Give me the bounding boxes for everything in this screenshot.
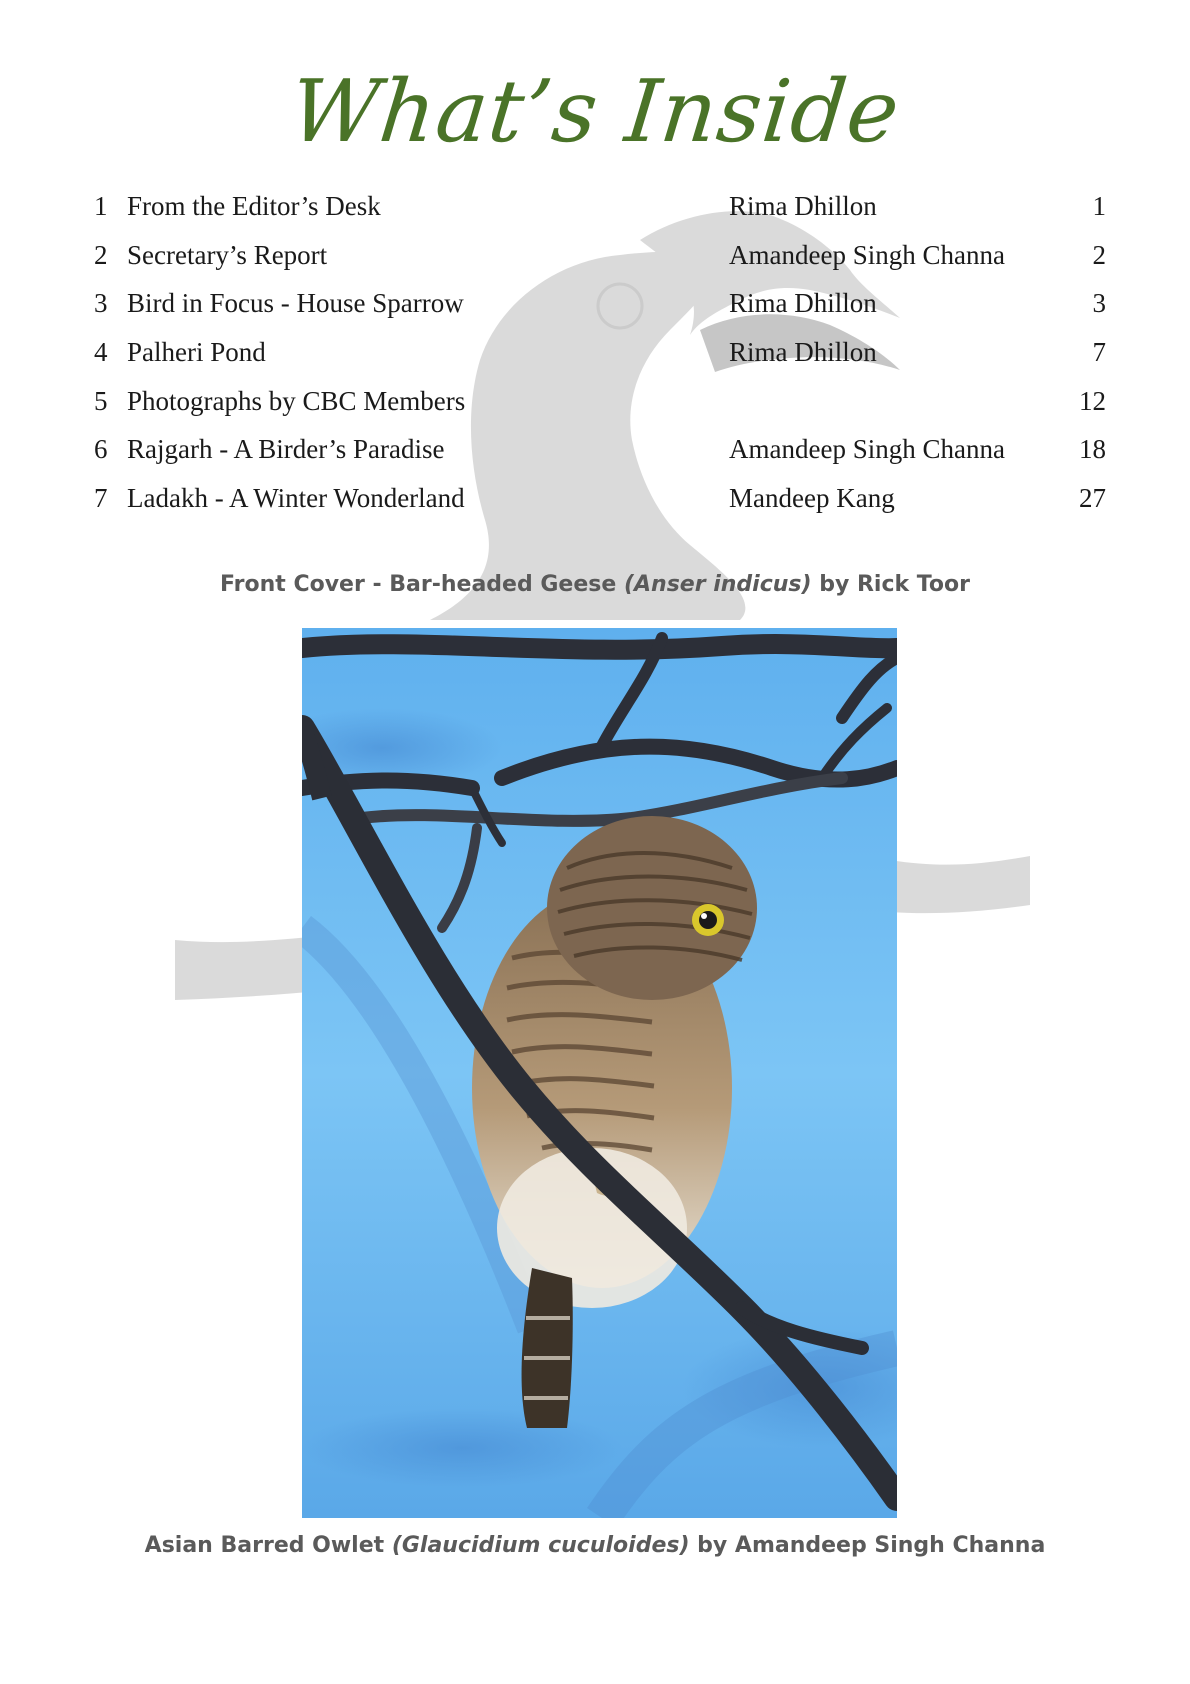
toc-page-number: 1 — [1092, 191, 1106, 221]
asian-barred-owlet-photo — [302, 628, 897, 1518]
toc-row[interactable] — [0, 434, 1190, 483]
table-of-contents — [0, 191, 1190, 532]
toc-title: Secretary’s Report — [127, 239, 328, 270]
caption-prefix: Asian Barred Owlet — [144, 1533, 392, 1558]
toc-number: 4 — [94, 337, 108, 368]
toc-number: 6 — [94, 434, 108, 465]
toc-page-number: 18 — [1079, 434, 1106, 465]
toc-title: Rajgarh - A Birder’s Paradise — [127, 434, 445, 465]
toc-author: Amandeep Singh Channa — [729, 239, 1005, 270]
toc-page-number: 27 — [1079, 483, 1106, 514]
toc-author: Rima Dhillon — [729, 191, 877, 221]
toc-page-number: 2 — [1092, 239, 1106, 270]
caption-prefix: Front Cover - Bar-headed Geese — [220, 572, 624, 597]
toc-row[interactable] — [0, 386, 1190, 435]
toc-author: Amandeep Singh Channa — [729, 434, 1005, 465]
scientific-name: (Anser indicus) — [623, 572, 812, 597]
toc-row[interactable] — [0, 240, 1190, 289]
front-cover-caption — [0, 572, 1190, 597]
toc-page-number: 3 — [1092, 288, 1106, 319]
toc-author: Rima Dhillon — [729, 337, 877, 368]
toc-author: Rima Dhillon — [729, 288, 877, 319]
scientific-name: (Glaucidium cuculoides) — [391, 1533, 690, 1558]
toc-author: Mandeep Kang — [729, 483, 895, 514]
toc-number: 2 — [94, 239, 108, 270]
caption-suffix: by Rick Toor — [811, 572, 970, 597]
page-title: What’s Inside — [285, 62, 905, 162]
photo-caption — [0, 1533, 1190, 1558]
caption-suffix: by Amandeep Singh Channa — [689, 1533, 1046, 1558]
toc-number: 1 — [94, 191, 108, 221]
toc-row[interactable] — [0, 191, 1190, 240]
toc-title: Photographs by CBC Members — [127, 385, 466, 416]
toc-number: 5 — [94, 385, 108, 416]
toc-page-number: 12 — [1079, 385, 1106, 416]
toc-number: 3 — [94, 288, 108, 319]
toc-row[interactable] — [0, 483, 1190, 532]
toc-number: 7 — [94, 483, 108, 514]
toc-row[interactable] — [0, 337, 1190, 386]
toc-title: From the Editor’s Desk — [127, 191, 381, 221]
toc-title: Bird in Focus - House Sparrow — [127, 288, 464, 319]
toc-page-number: 7 — [1092, 337, 1106, 368]
toc-title: Palheri Pond — [127, 337, 266, 368]
toc-row[interactable] — [0, 288, 1190, 337]
toc-title: Ladakh - A Winter Wonderland — [127, 483, 465, 514]
